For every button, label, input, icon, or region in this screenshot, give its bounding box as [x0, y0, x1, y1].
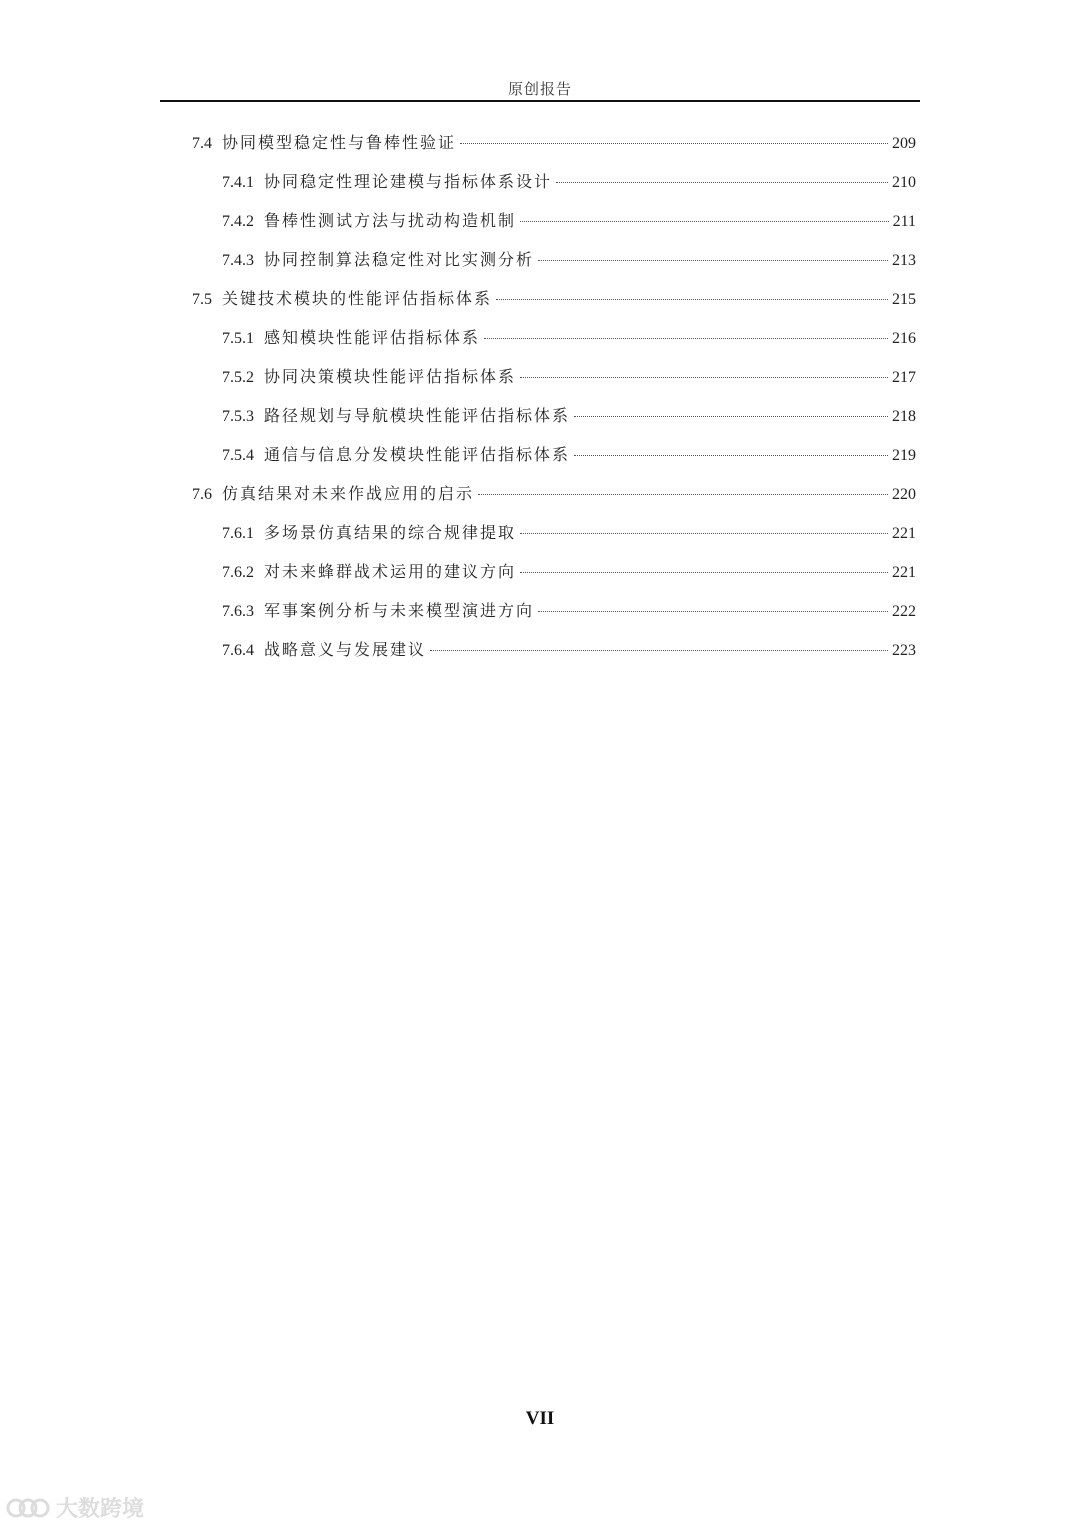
- toc-entry-number: 7.6.4: [222, 642, 254, 659]
- toc-entry-page: 215: [892, 291, 916, 308]
- toc-entry-page: 217: [892, 369, 916, 386]
- header-divider: [160, 100, 920, 102]
- toc-entry-title: 多场景仿真结果的综合规律提取: [264, 523, 517, 542]
- toc-entry[interactable]: [222, 247, 916, 273]
- toc-entry[interactable]: [222, 403, 916, 429]
- watermark-logo-icon: [6, 1494, 50, 1522]
- toc-entry[interactable]: [222, 325, 916, 351]
- toc-entry-title: 仿真结果对未来作战应用的启示: [222, 484, 475, 503]
- watermark-text: 大数跨境: [56, 1497, 145, 1522]
- page-number: VII: [525, 1408, 555, 1429]
- toc-dot-leader: [520, 533, 888, 534]
- toc-entry-title: 协同模型稳定性与鲁棒性验证: [222, 133, 457, 152]
- toc-entry-number: 7.5.4: [222, 447, 254, 464]
- toc-entry-page: 220: [892, 486, 916, 503]
- toc-entry[interactable]: [222, 598, 916, 624]
- toc-entry[interactable]: [222, 208, 916, 234]
- toc-entry-title: 感知模块性能评估指标体系: [264, 328, 481, 347]
- toc-entry-number: 7.4.1: [222, 174, 254, 191]
- toc-entry-title: 鲁棒性测试方法与扰动构造机制: [264, 211, 517, 230]
- watermark: [6, 1492, 144, 1523]
- toc-dot-leader: [574, 416, 888, 417]
- toc-entry[interactable]: [222, 559, 916, 585]
- toc-entry[interactable]: [192, 481, 916, 507]
- toc-dot-leader: [556, 182, 888, 183]
- toc-dot-leader: [496, 299, 888, 300]
- toc-entry-page: 221: [892, 564, 916, 581]
- toc-entry-title: 军事案例分析与未来模型演进方向: [264, 601, 535, 620]
- toc-dot-leader: [460, 143, 888, 144]
- toc-entry-page: 209: [892, 135, 916, 152]
- toc-entry-page: 218: [892, 408, 916, 425]
- toc-entry-number: 7.5: [192, 291, 212, 308]
- toc-dot-leader: [538, 260, 888, 261]
- toc-dot-leader: [538, 611, 888, 612]
- toc-entry-number: 7.6.3: [222, 603, 254, 620]
- toc-entry-number: 7.5.3: [222, 408, 254, 425]
- toc-entry-number: 7.6.1: [222, 525, 254, 542]
- toc-entry-number: 7.4.2: [222, 213, 254, 230]
- toc-dot-leader: [520, 221, 889, 222]
- toc-entry-title: 协同控制算法稳定性对比实测分析: [264, 250, 535, 269]
- toc-entry-number: 7.6.2: [222, 564, 254, 581]
- toc-entry-number: 7.5.1: [222, 330, 254, 347]
- toc-dot-leader: [484, 338, 888, 339]
- toc-entry-page: 223: [892, 642, 916, 659]
- toc-entry-title: 通信与信息分发模块性能评估指标体系: [264, 445, 571, 464]
- toc-entry-page: 213: [892, 252, 916, 269]
- toc-entry-page: 222: [892, 603, 916, 620]
- toc-entry-page: 219: [892, 447, 916, 464]
- toc-entry-title: 战略意义与发展建议: [264, 640, 427, 659]
- toc-entry-number: 7.6: [192, 486, 212, 503]
- toc-entry-page: 211: [892, 213, 916, 230]
- toc-entry[interactable]: [222, 442, 916, 468]
- toc-entry-title: 对未来蜂群战术运用的建议方向: [264, 562, 517, 581]
- toc-entry-title: 协同稳定性理论建模与指标体系设计: [264, 172, 553, 191]
- toc-entry[interactable]: [192, 130, 916, 156]
- toc-dot-leader: [430, 650, 888, 651]
- toc-dot-leader: [574, 455, 888, 456]
- toc-entry-title: 路径规划与导航模块性能评估指标体系: [264, 406, 571, 425]
- toc-dot-leader: [478, 494, 888, 495]
- toc-entry-number: 7.5.2: [222, 369, 254, 386]
- toc-dot-leader: [520, 377, 888, 378]
- toc-entry[interactable]: [192, 286, 916, 312]
- page-header-title: 原创报告: [507, 80, 572, 98]
- toc-entry[interactable]: [222, 520, 916, 546]
- toc-entry[interactable]: [222, 364, 916, 390]
- toc-entry-title: 关键技术模块的性能评估指标体系: [222, 289, 493, 308]
- toc-entry-page: 210: [892, 174, 916, 191]
- toc-entry[interactable]: [222, 169, 916, 195]
- toc-dot-leader: [520, 572, 888, 573]
- toc-entry-page: 221: [892, 525, 916, 542]
- toc-entry-number: 7.4.3: [222, 252, 254, 269]
- toc-entry-page: 216: [892, 330, 916, 347]
- toc-entry[interactable]: [222, 637, 916, 663]
- toc-entry-title: 协同决策模块性能评估指标体系: [264, 367, 517, 386]
- toc-entry-number: 7.4: [192, 135, 212, 152]
